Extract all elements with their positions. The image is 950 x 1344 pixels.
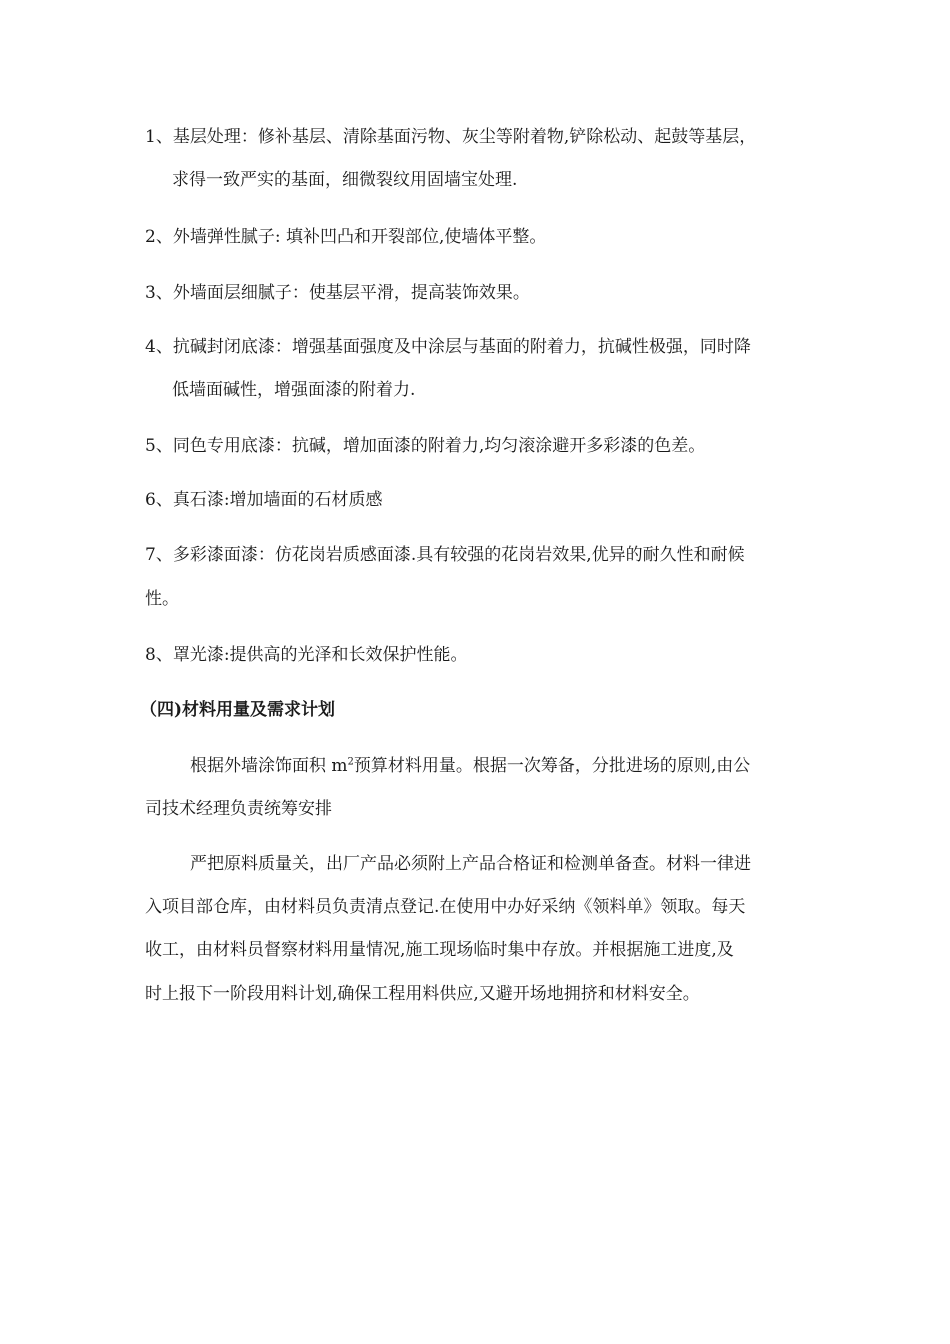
list-item-2: 2、外墙弹性腻子: 填补凹凸和开裂部位,使墙体平整。 — [145, 227, 547, 247]
list-item-1-line-1: 1、基层处理：修补基层、清除基面污物、灰尘等附着物,铲除松动、起鼓等基层， — [145, 127, 757, 147]
list-item-6: 6、真石漆:增加墙面的石材质感 — [145, 490, 383, 510]
paragraph-2-line-4: 时上报下一阶段用料计划,确保工程用料供应,又避开场地拥挤和材料安全。 — [145, 984, 700, 1004]
list-item-4-line-1: 4、抗碱封闭底漆：增强基面强度及中涂层与基面的附着力，抗碱性极强，同时降 — [145, 337, 751, 357]
list-item-5: 5、同色专用底漆：抗碱，增加面漆的附着力,均匀滚涂避开多彩漆的色差。 — [145, 436, 706, 456]
list-item-4-line-2: 低墙面碱性，增强面漆的附着力. — [172, 380, 416, 400]
paragraph-2-line-2: 入项目部仓库，由材料员负责清点登记.在使用中办好采纳《领料单》领取。每天 — [145, 897, 746, 917]
superscript-2: 2 — [347, 756, 354, 768]
list-item-7-line-2: 性。 — [145, 589, 179, 609]
paragraph-2-line-1: 严把原料质量关，出厂产品必须附上产品合格证和检测单备查。材料一律进 — [190, 854, 751, 874]
paragraph-1-line-1 — [190, 754, 750, 778]
paragraph-2-line-3: 收工，由材料员督察材料用量情况,施工现场临时集中存放。并根据施工进度,及 — [145, 940, 734, 960]
list-item-7-line-1: 7、多彩漆面漆：仿花岗岩质感面漆.具有较强的花岗岩效果,优异的耐久性和耐候 — [145, 545, 745, 565]
paragraph-1-text-a: 根据外墙涂饰面积 m — [190, 756, 348, 776]
list-item-1-line-2: 求得一致严实的基面，细微裂纹用固墙宝处理. — [172, 170, 518, 190]
list-item-3: 3、外墙面层细腻子：使基层平滑，提高装饰效果。 — [145, 283, 530, 303]
paragraph-1-line-2: 司技术经理负责统筹安排 — [145, 799, 332, 819]
list-item-8: 8、罩光漆:提供高的光泽和长效保护性能。 — [145, 645, 468, 665]
section-heading: （四)材料用量及需求计划 — [140, 700, 336, 720]
paragraph-1-text-b: 预算材料用量。根据一次筹备，分批进场的原则,由公 — [353, 756, 751, 776]
